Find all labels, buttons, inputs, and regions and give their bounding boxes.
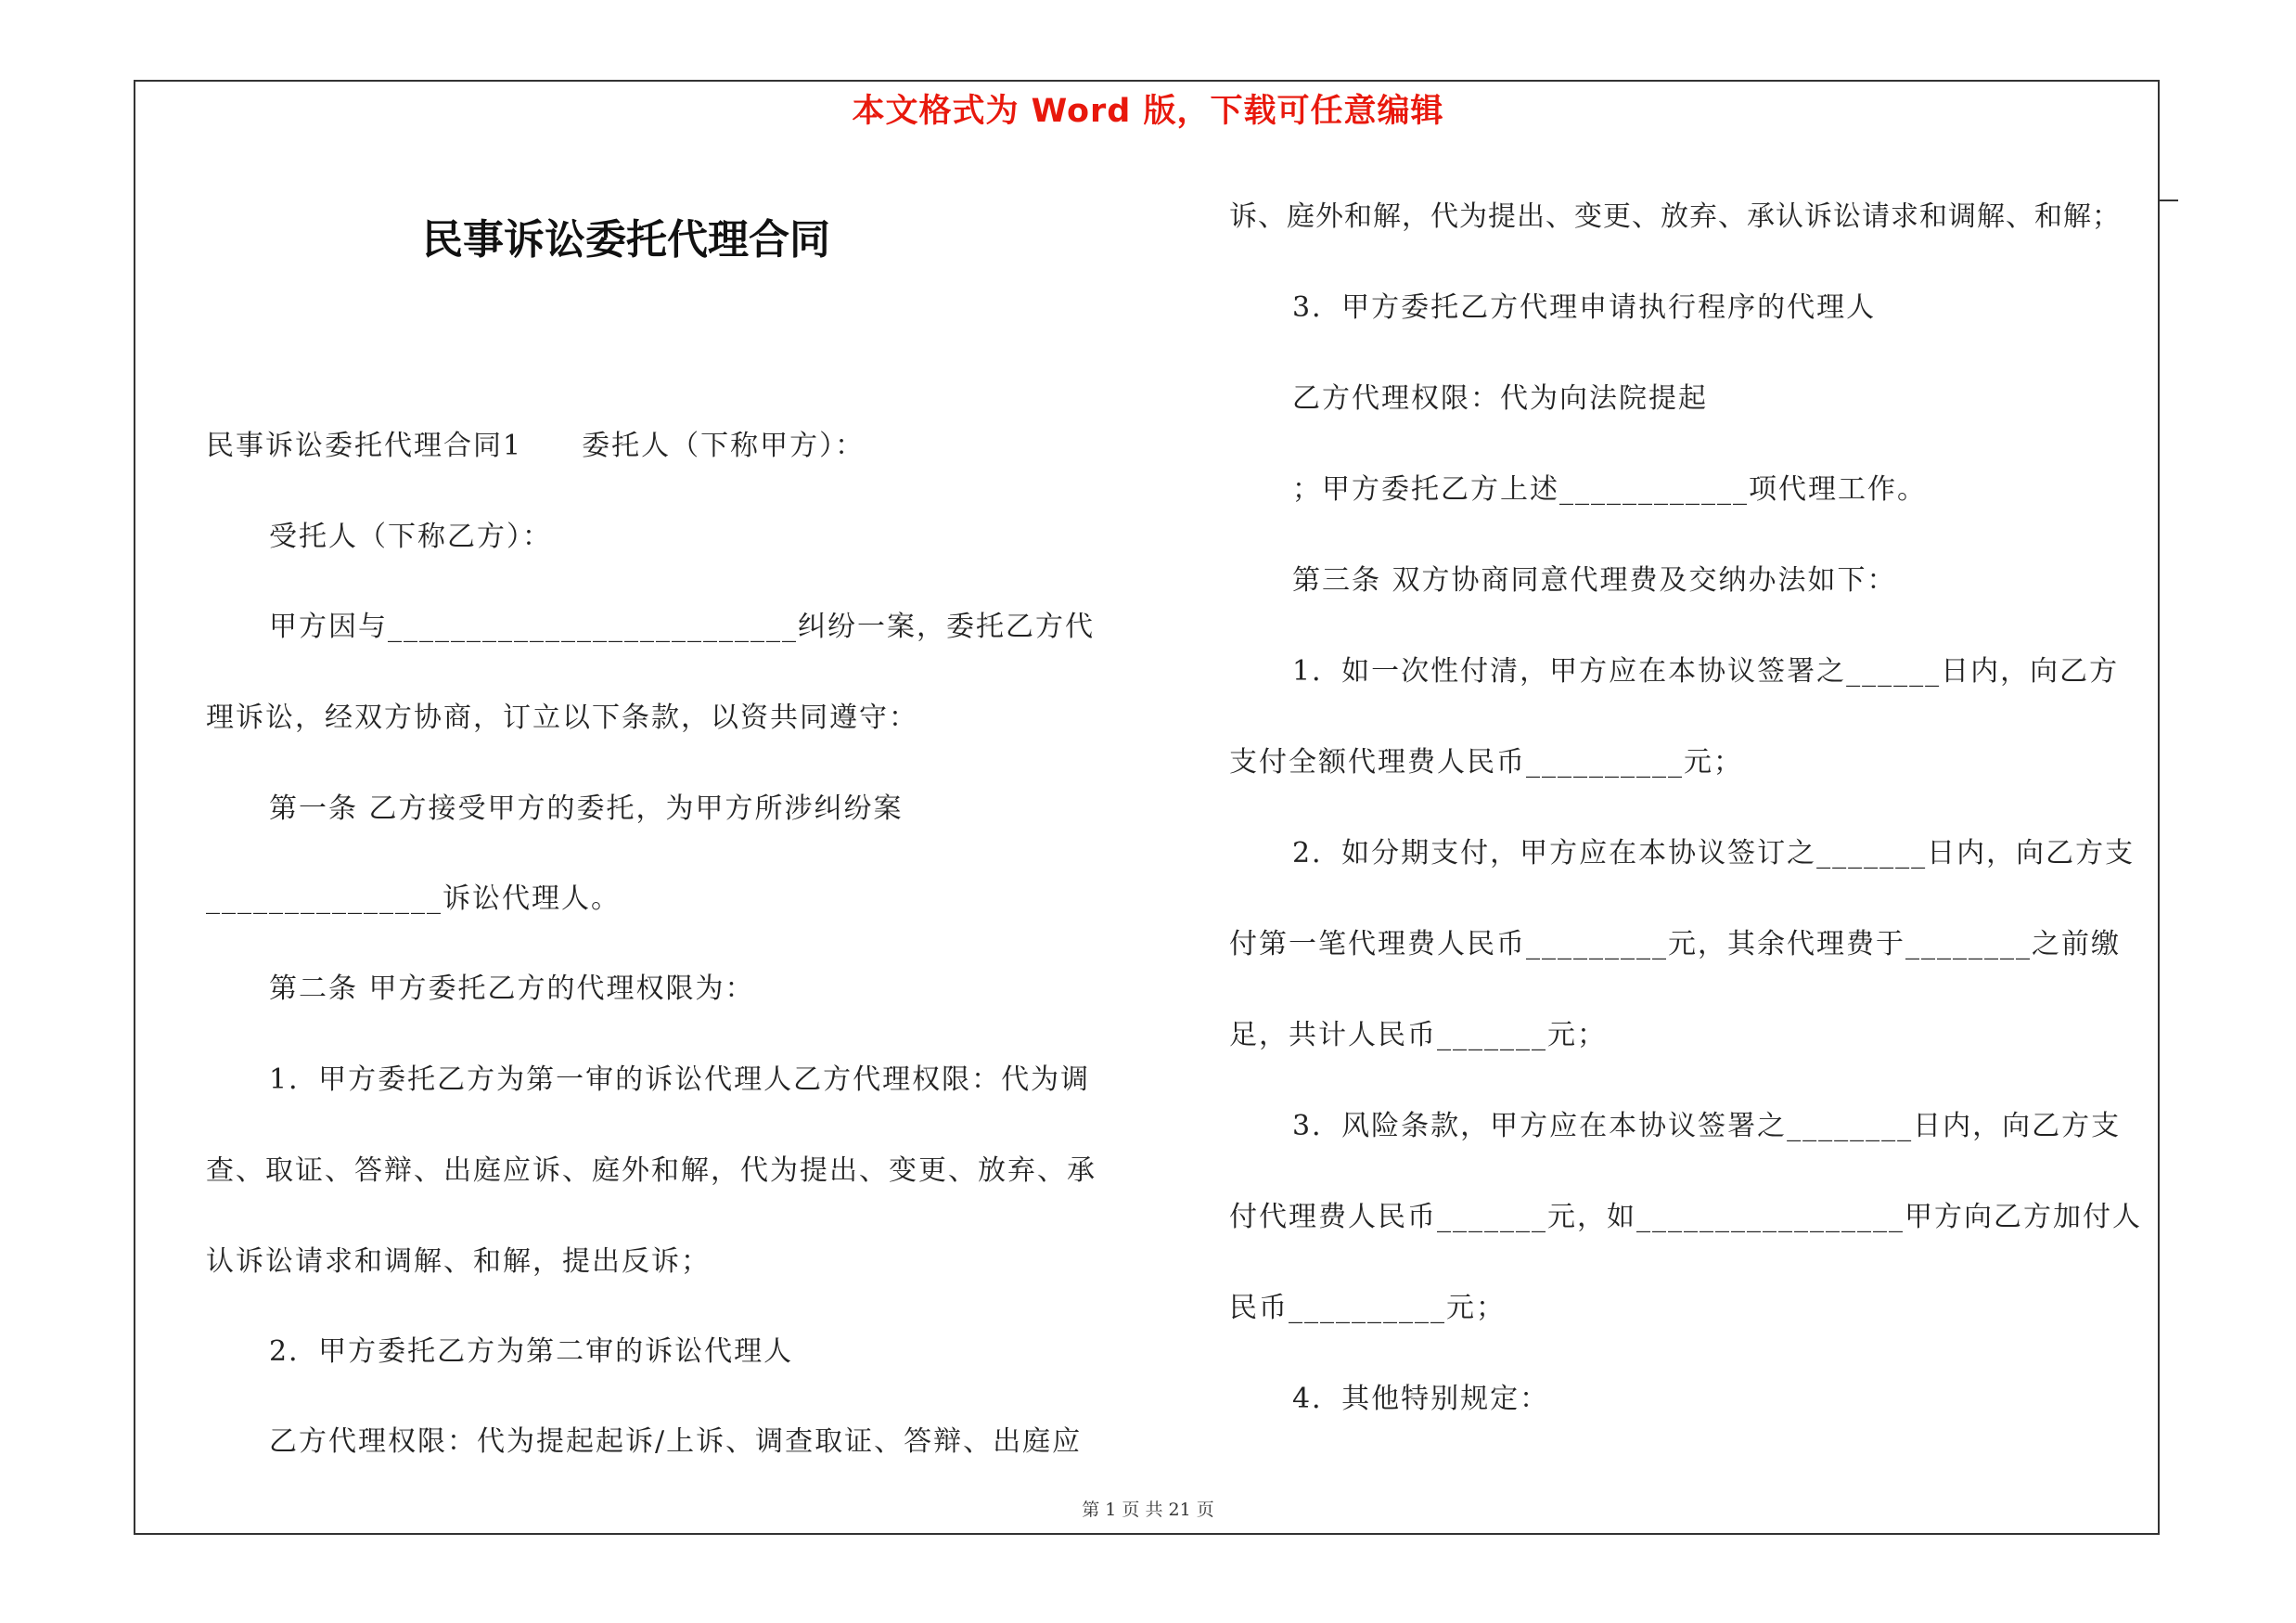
paragraph: 3．风险条款，甲方应在本协议签署之________日内，向乙方支 [1292, 1110, 2122, 1142]
paragraph: ；甲方委托乙方上述____________项代理工作。 [1292, 473, 1927, 506]
paragraph: 认诉讼请求和调解、和解，提出反诉； [206, 1245, 711, 1278]
format-banner: 本文格式为 Word 版，下载可任意编辑 [852, 93, 1444, 130]
paragraph: 诉、庭外和解，代为提出、变更、放弃、承认诉讼请求和调解、和解； [1229, 200, 2121, 233]
paragraph: 受托人（下称乙方）： [269, 521, 552, 553]
column-edge-mark [2160, 200, 2178, 201]
paragraph: 付第一笔代理费人民币_________元，其余代理费于________之前缴 [1229, 928, 2121, 960]
page-footer: 第 1 页 共 21 页 [1082, 1500, 1214, 1520]
paragraph: 乙方代理权限：代为向法院提起 [1292, 382, 1708, 415]
paragraph: 理诉讼，经双方协商，订立以下条款，以资共同遵守： [206, 702, 918, 734]
paragraph: 4．其他特别规定： [1292, 1383, 1550, 1415]
paragraph: 第三条 双方协商同意代理费及交纳办法如下： [1292, 564, 1897, 597]
paragraph: 3．甲方委托乙方代理申请执行程序的代理人 [1292, 291, 1877, 324]
paragraph: 民币__________元； [1229, 1292, 1506, 1324]
paragraph: 甲方因与__________________________纠纷一案，委托乙方代 [269, 611, 1095, 643]
paragraph: 付代理费人民币_______元，如_________________甲方向乙方加付人 [1229, 1201, 2142, 1233]
paragraph: 足，共计人民币_______元； [1229, 1019, 1607, 1051]
paragraph: 1．甲方委托乙方为第一审的诉讼代理人乙方代理权限：代为调 [269, 1063, 1091, 1096]
paragraph: 查、取证、答辩、出庭应诉、庭外和解，代为提出、变更、放弃、承 [206, 1154, 1097, 1187]
paragraph: 1．如一次性付清，甲方应在本协议签署之______日内，向乙方 [1292, 655, 2120, 688]
paragraph: _______________诉讼代理人。 [206, 882, 621, 915]
paragraph: 第二条 甲方委托乙方的代理权限为： [269, 973, 755, 1005]
paragraph: 第一条 乙方接受甲方的委托，为甲方所涉纠纷案 [269, 792, 904, 825]
paragraph: 乙方代理权限：代为提起起诉/上诉、调查取证、答辩、出庭应 [269, 1425, 1083, 1458]
paragraph: 民事诉讼委托代理合同1 委托人（下称甲方）： [206, 430, 866, 462]
paragraph: 2．如分期支付，甲方应在本协议签订之_______日内，向乙方支 [1292, 837, 2136, 869]
paragraph: 2．甲方委托乙方为第二审的诉讼代理人 [269, 1335, 794, 1368]
paragraph: 支付全额代理费人民币__________元； [1229, 746, 1743, 779]
document-title: 民事诉讼委托代理合同 [422, 216, 830, 264]
